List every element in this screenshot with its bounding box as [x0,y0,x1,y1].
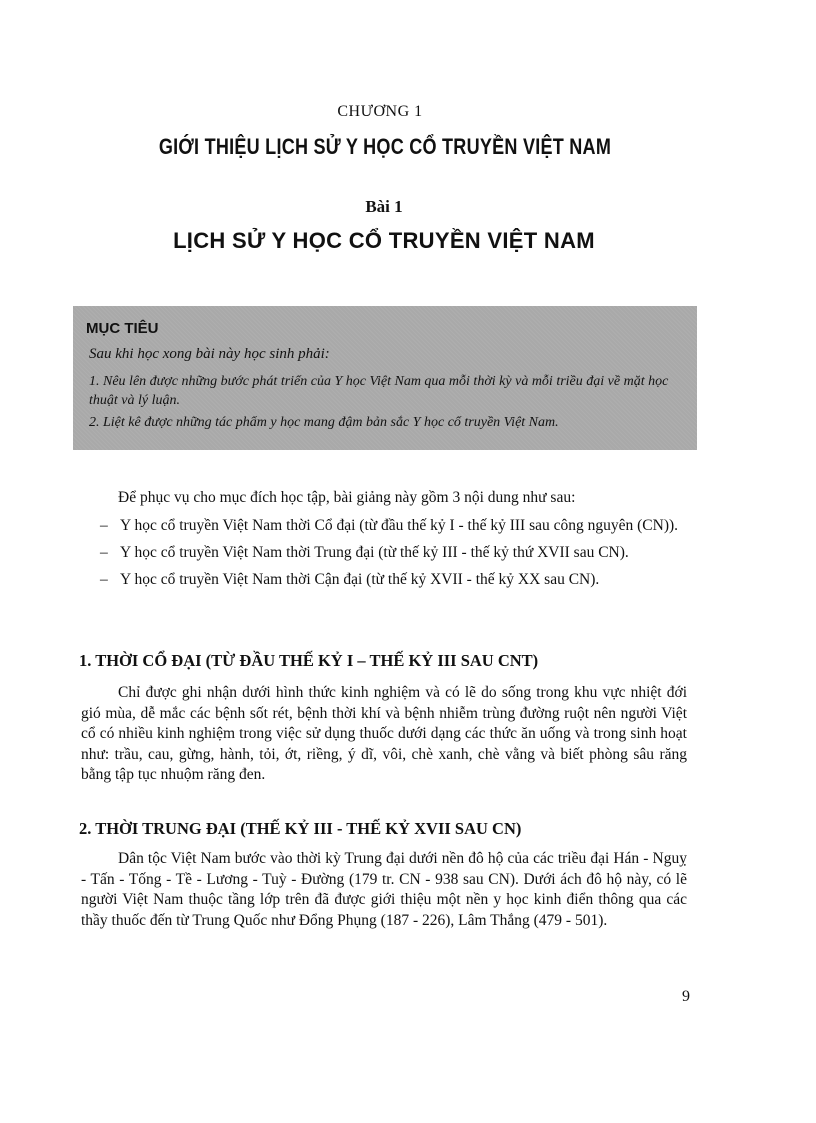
section-heading: 2. THỜI TRUNG ĐẠI (THẾ KỶ III - THẾ KỶ XVII SAU CN) [79,819,522,838]
bullet-item [81,542,687,563]
section-paragraph: Chỉ được ghi nhận dưới hình thức kinh nghiệm và có lẽ do sống trong khu vực nhiệt đới gió mùa, dễ mắc các bệnh sốt rét, bệnh thời khí và bệnh nhiễm trùng đường ruột nên người Việt cổ có nhiều kinh nghiệm trong việc sử dụng thuốc dưới dạng các thức ăn uống và trong sinh hoạt như: trầu, cau, gừng, hành, tỏi, ớt, riềng, ý dĩ, vôi, chè xanh, chè vằng và biết phòng sâu răng bằng tập tục nhuộm răng đen. [81,684,687,783]
bullet-item [81,515,687,536]
chapter-title: GIỚI THIỆU LỊCH SỬ Y HỌC CỔ TRUYỀN VIỆT NAM [158,134,612,159]
objective-item: 2. Liệt kê được những tác phẩm y học mang đậm bản sắc Y học cổ truyền Việt Nam. [89,415,559,430]
section-paragraph: Dân tộc Việt Nam bước vào thời kỳ Trung đại dưới nền đô hộ của các triều đại Hán - Nguỵ - Tấn - Tống - Tề - Lương - Tuỳ - Đường (179 tr. CN - 938 sau CN). Dưới ách đô hộ này, có lẽ người Việt Nam thuộc tầng lớp trên đã được giới thiệu một nền y học kinh điển thông qua các thầy thuốc đến từ Trung Quốc như Đổng Phụng (187 - 226), Lâm Thắng (479 - 501). [81,850,687,929]
bullet-text: Y học cổ truyền Việt Nam thời Trung đại (từ thế kỷ III - thế kỷ thứ XVII sau CN). [120,544,629,561]
dash-marker: – [100,544,108,561]
section-heading: 1. THỜI CỔ ĐẠI (TỪ ĐẦU THẾ KỶ I – THẾ KỶ III SAU CNT) [79,651,539,670]
dash-marker: – [100,517,108,534]
objectives-heading: MỤC TIÊU [86,320,159,337]
chapter-label: CHƯƠNG 1 [337,103,423,120]
lesson-title: LỊCH SỬ Y HỌC CỔ TRUYỀN VIỆT NAM [173,228,595,253]
bullet-item [81,569,687,590]
bullet-text: Y học cổ truyền Việt Nam thời Cổ đại (từ đầu thế kỷ I - thế kỷ III sau công nguyên (CN)). [120,517,679,534]
bullet-text: Y học cổ truyền Việt Nam thời Cận đại (từ thế kỷ XVII - thế kỷ XX sau CN). [120,571,600,588]
objective-item: 1. Nêu lên được những bước phát triển của Y học Việt Nam qua mỗi thời kỳ và mỗi triều đại về mặt học thuật và lý luận. [89,374,669,408]
dash-marker: – [100,571,108,588]
objectives-intro: Sau khi học xong bài này học sinh phải: [89,346,330,362]
objectives-box [73,306,697,450]
content-bullet-list [81,515,687,596]
lesson-label: Bài 1 [365,197,403,216]
objectives-list [89,372,689,435]
page-number: 9 [682,988,690,1005]
intro-paragraph: Để phục vụ cho mục đích học tập, bài giảng này gồm 3 nội dung như sau: [118,489,576,506]
